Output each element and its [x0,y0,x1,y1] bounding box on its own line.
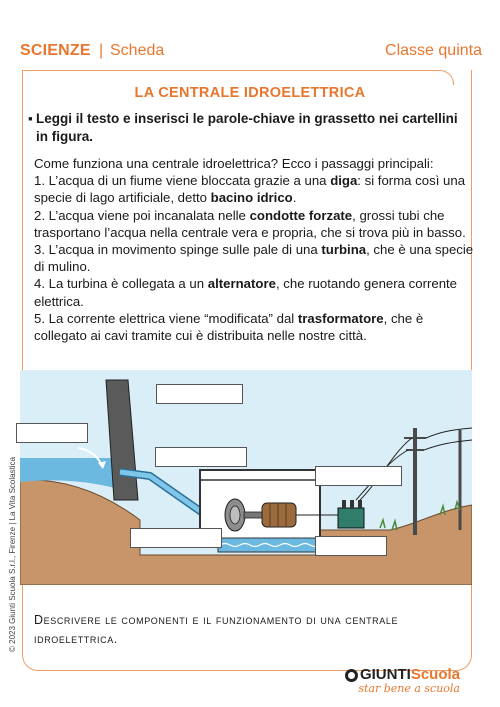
keyword-turbina: turbina [321,242,367,258]
step-4: 4. La turbina è collegata a un alternatore, che ruotando genera corrente elettrica. [34,276,458,309]
step-3: 3. L’acqua in movimento spinge sulle pale di una turbina, che è una specie di mulino. [34,242,474,275]
body-text [34,155,474,344]
worksheet-type: Scheda [110,42,165,59]
bullet-icon: ▪ [28,111,33,126]
logo-wordmark: GIUNTIScuola [345,666,460,683]
answer-box-2[interactable] [16,423,88,443]
class-level: Classe quinta [385,42,482,59]
keyword-diga: diga [330,173,358,189]
header [20,42,482,66]
plant-illustration [20,370,472,585]
instruction [28,110,466,146]
step-5: 5. La corrente elettrica viene “modificata” dal trasformatore, che è collegato ai cavi tramite cui è distribuita nelle nostre città. [34,310,424,344]
header-separator: | [99,42,104,59]
logo-tagline: star bene a scuola [358,682,460,695]
intro-line: Come funziona una centrale idroelettrica? Ecco i passaggi principali: [34,156,434,171]
instruction-text: Leggi il testo e inserisci le parole-chiave in grassetto nei cartellini in figura. [36,111,458,144]
page-title: LA CENTRALE IDROELETTRICA [134,85,366,101]
step-2: 2. L’acqua viene poi incanalata nelle condotte forzate, grossi tubi che trasportano l’acqua nella centrale vera e propria, che si trova più in basso. [34,207,466,240]
step-1: 1. L’acqua di un fiume viene bloccata grazie a una diga: si forma così una specie di lago artificiale, detto bacino idrico. [34,173,466,206]
keyword-bacino: bacino idrico [210,190,293,206]
keyword-trasformatore: trasformatore [297,310,384,326]
transformer [338,508,364,528]
answer-box-6[interactable] [315,536,387,556]
answer-box-5[interactable] [130,528,222,548]
logo-g-icon [345,669,358,682]
subject-label: SCIENZE [20,42,91,59]
hydro-plant-diagram [20,370,472,585]
answer-box-3[interactable] [155,447,247,467]
keyword-alternatore: alternatore [207,276,276,292]
card-top-border [23,70,454,85]
task-description: Descrivere le componenti e il funzionamento di una centrale idroelettrica. [34,613,399,646]
keyword-condotte: condotte forzate [249,207,353,223]
publisher-logo [345,666,460,695]
answer-box-4[interactable] [315,466,402,486]
answer-box-1[interactable] [156,384,243,404]
generator [262,503,296,527]
copyright: © 2023 Giunti Scuola S.r.l., Firenze | La Vita Scolastica [8,456,17,652]
